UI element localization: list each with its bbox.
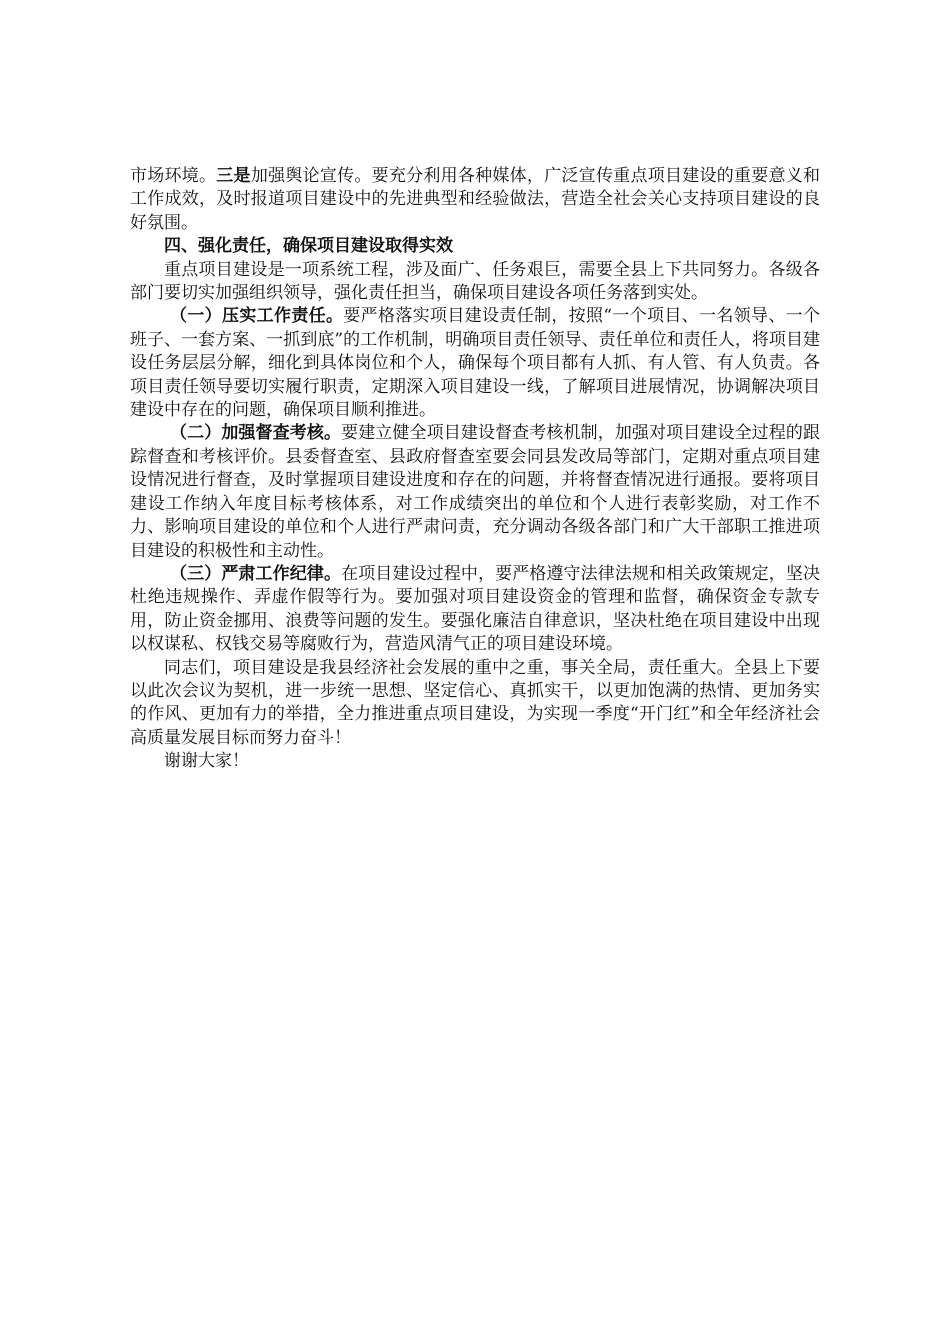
paragraph-market-environment bbox=[130, 165, 820, 235]
paragraph-lead: 市场环境。 bbox=[130, 166, 217, 186]
subheading-supervision: （二）加强督查考核。 bbox=[170, 423, 342, 444]
paragraph-text: 加强舆论宣传。要充分利用各种媒体，广泛宣传重点项目建设的重要意义和工作成效，及时报道项目建设中的先进典型和经验做法，营造全社会关心支持项目建设的良好氛围。 bbox=[130, 166, 821, 233]
paragraph-responsibility bbox=[130, 305, 820, 422]
section-heading-four: 四、强化责任，确保项目建设取得实效 bbox=[164, 236, 453, 257]
paragraph-text: 在项目建设过程中，要严格遵守法律法规和相关政策规定，坚决杜绝违规操作、弄虚作假等行为。要加强对项目建设资金的管理和监督，确保资金专款专用，防止资金挪用、浪费等问题的发生。要强化廉洁自律意识，坚决杜绝在项目建设中出现以权谋私、权钱交易等腐败行为，营造风清气正的项目建设环境。 bbox=[130, 563, 821, 655]
paragraph-keyword: 三是 bbox=[216, 166, 251, 186]
document-page bbox=[130, 165, 820, 774]
paragraph-conclusion: 同志们，项目建设是我县经济社会发展的重中之重，事关全局，责任重大。全县上下要以此次会议为契机，进一步统一思想、坚定信心、真抓实干，以更加饱满的热情、更加务实的作风、更加有力的举措，全力推进重点项目建设，为实现一季度“开门红”和全年经济社会高质量发展目标而努力奋斗！ bbox=[130, 657, 820, 748]
paragraph-text: 要严格落实项目建设责任制，按照“一个项目、一名领导、一个班子、一套方案、一抓到底”的工作机制，明确项目责任领导、责任单位和责任人，将项目建设任务层层分解，细化到具体岗位和个人，确保每个项目都有人抓、有人管、有人负责。各项目责任领导要切实履行职责，定期深入项目建设一线，了解项目进展情况，协调解决项目建设中存在的问题，确保项目顺利推进。 bbox=[130, 306, 820, 421]
paragraph-supervision bbox=[130, 422, 820, 562]
paragraph-text: 要建立健全项目建设督查考核机制，加强对项目建设全过程的跟踪督查和考核评价。县委督查室、县政府督查室要会同县发改局等部门，定期对重点项目建设情况进行督查，及时掌握项目建设进度和存在的问题，并将督查情况进行通报。要将项目建设工作纳入年度目标考核体系，对工作成绩突出的单位和个人进行表彰奖励，对工作不力、影响项目建设的单位和个人进行严肃问责，充分调动各级各部门和广大干部职工推进项目建设的积极性和主动性。 bbox=[130, 423, 821, 561]
paragraph-discipline bbox=[130, 563, 820, 657]
subheading-discipline: （三）严肃工作纪律。 bbox=[170, 563, 342, 584]
paragraph-section-intro: 重点项目建设是一项系统工程，涉及面广、任务艰巨，需要全县上下共同努力。各级各部门要切实加强组织领导，强化责任担当，确保项目建设各项任务落到实处。 bbox=[130, 259, 820, 304]
paragraph-thanks: 谢谢大家！ bbox=[164, 751, 249, 772]
subheading-responsibility: （一）压实工作责任。 bbox=[170, 306, 344, 327]
